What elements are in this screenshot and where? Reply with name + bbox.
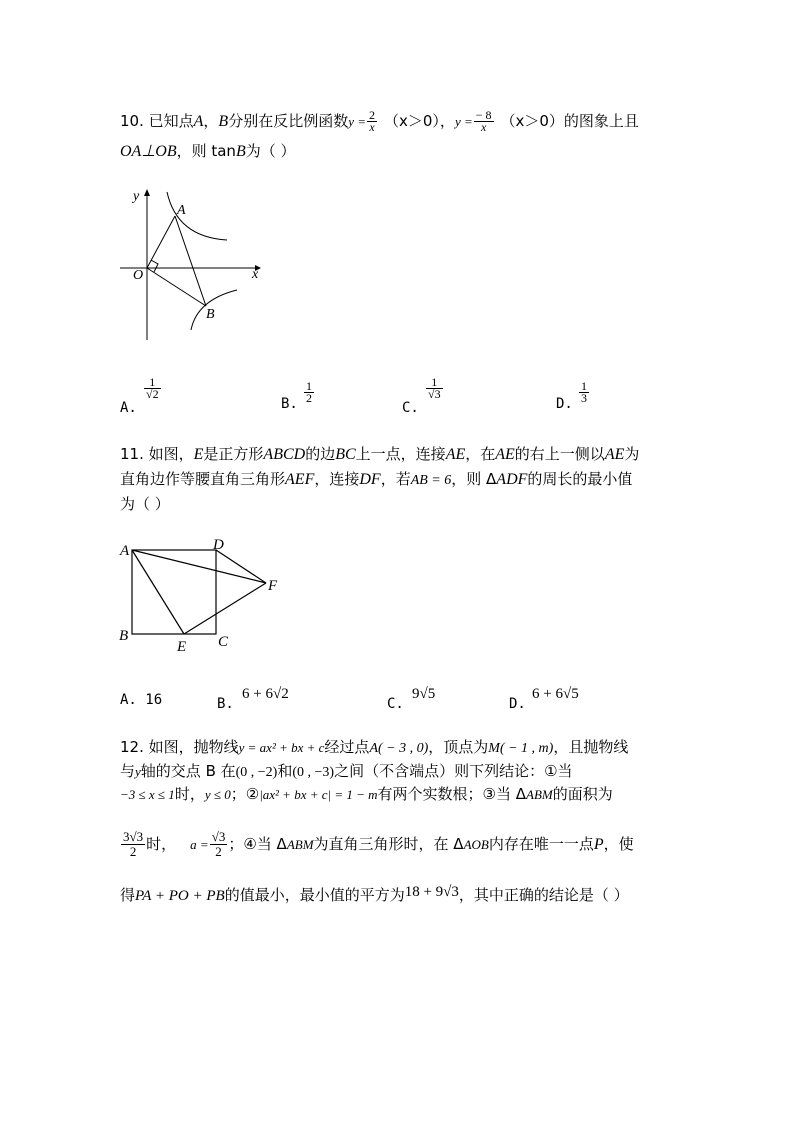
q11-line2: 直角边作等腰直角三角形AEF，连接DF，若AB = 6，则 ΔADF的周长的最小值 (120, 470, 633, 488)
q12-line5: 得PA + PO + PB的值最小，最小值的平方为18 + 9√3，其中正确的结论是（ ） (120, 884, 629, 904)
q11-option-c-value[interactable]: 9√5 (412, 686, 436, 702)
curve-upper (167, 192, 227, 240)
label-c: C (218, 634, 229, 650)
label-a: A (120, 543, 130, 559)
q12-line4: $\frac{3√3}{2}$ 时， a = $\frac{√3}{2}$ ；④当 ΔABM为直角三角形时，在 ΔAOB内存在唯一一点P，使 (123, 829, 634, 859)
segment-df (216, 550, 266, 583)
label-o: O (133, 268, 144, 283)
q11-line1: 11. 如图，E是正方形ABCD的边BC上一点，连接AE，在AE的右上一侧以AE为 (120, 445, 640, 463)
q11-option-d-value[interactable]: 6 + 6√5 (532, 686, 579, 702)
q12-line3: −3 ≤ x ≤ 1时，y ≤ 0；②|ax² + bx + c| = 1 − m有两个实数根；③当 ΔABM的面积为 (120, 785, 613, 803)
y-axis-arrow-icon (144, 189, 150, 196)
q10-line2: OA⊥OB，则 tanB为（ ） (120, 142, 296, 160)
q11-option-a[interactable]: A. 16 (120, 692, 163, 708)
label-b: B (119, 628, 129, 644)
q10-option-b-label[interactable]: B. (281, 396, 298, 412)
q10-option-c-label[interactable]: C. (402, 400, 419, 416)
q10-option-d-value[interactable]: $\frac{1}{3}$ (581, 379, 587, 405)
right-angle-mark (151, 260, 158, 272)
label-d: D (213, 537, 224, 553)
q12-line1: 12. 如图，抛物线y = ax² + bx + c经过点A( − 3 , 0)，顶点为M( − 1 , m)，且抛物线 (120, 738, 629, 756)
q12-line2: 与y轴的交点 B 在(0 , −2)和(0 , −3)之间（不含端点）则下列结论：①当 (120, 762, 573, 780)
fraction-3root3-over-2: $\frac{3√3}{2}$ (123, 829, 144, 859)
fraction-minus8-over-x: $\frac{- 8}{x}$ (475, 108, 492, 134)
fraction-2-over-x: $\frac{2}{x}$ (369, 108, 376, 134)
q11-figure (115, 535, 290, 657)
q10-option-d-label[interactable]: D. (556, 396, 573, 412)
label-f: F (268, 578, 278, 594)
segment-ef (184, 583, 266, 634)
segment-ob (147, 268, 206, 306)
q10-option-c-value[interactable]: $\frac{1}{√3}$ (428, 375, 441, 401)
label-b: B (206, 307, 215, 322)
q11-option-c-label[interactable]: C. (387, 696, 404, 712)
q11-option-b-value[interactable]: 6 + 6√2 (242, 686, 289, 702)
q11-option-d-label[interactable]: D. (509, 696, 526, 712)
q11-option-b-label[interactable]: B. (217, 696, 234, 712)
q10-figure (115, 182, 270, 344)
fraction-root3-over-2: $\frac{√3}{2}$ (211, 829, 226, 859)
q10-option-a-value[interactable]: $\frac{1}{√2}$ (146, 375, 159, 401)
label-a: A (177, 203, 186, 218)
q10-line1: 10. 已知点A，B分别在反比例函数y = $\frac{2}{x}$ （x＞0），y = $\frac{- 8}{x}$ （x＞0）的图象上且 (120, 108, 639, 134)
q10-option-b-value[interactable]: $\frac{1}{2}$ (306, 379, 312, 405)
segment-ae (132, 550, 184, 634)
q10-option-a-label[interactable]: A. (120, 400, 137, 416)
segment-af (132, 550, 266, 583)
label-x: x (252, 267, 259, 282)
label-y: y (133, 189, 140, 204)
label-e: E (177, 639, 187, 655)
q11-line3: 为（ ） (120, 495, 170, 513)
